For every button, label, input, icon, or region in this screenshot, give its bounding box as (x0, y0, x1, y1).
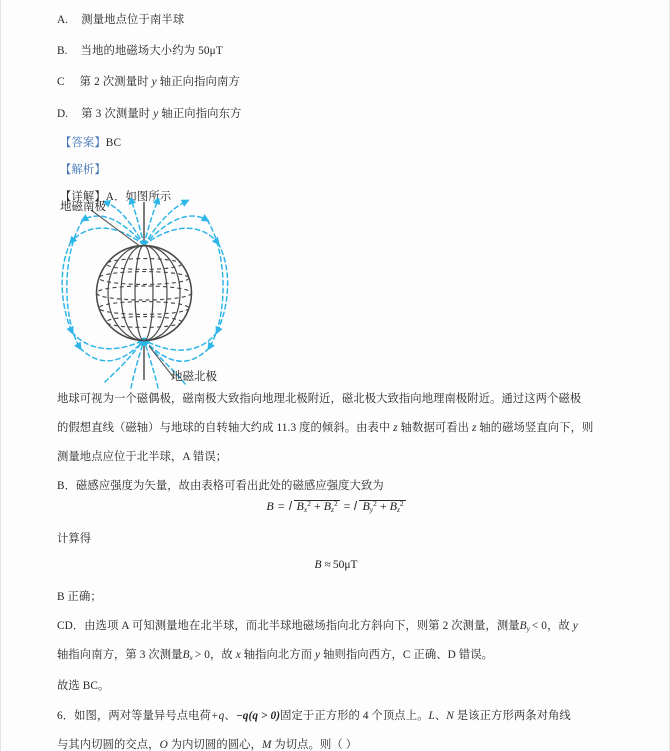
p6-sub-x: x (189, 653, 193, 662)
p1l2-var-z2: z (471, 422, 477, 434)
p1l2-var-z1: z (393, 422, 398, 434)
analysis-row (60, 163, 106, 177)
q6-l2a: 与其内切圆的交点， (57, 739, 160, 751)
option-d-letter: D. (57, 108, 69, 120)
q6-point-L: L (428, 710, 435, 722)
meridians (97, 246, 192, 341)
answer-label: 【答案】 (60, 137, 106, 149)
q6-point-M: M (261, 739, 272, 751)
formula-magnitude (1, 498, 670, 514)
p5-var-y: y (572, 620, 578, 632)
formula-lhs: B (266, 499, 274, 513)
term4-var: B (389, 499, 397, 513)
term1-var: B (296, 499, 304, 513)
formula-eq-2: = (343, 499, 351, 513)
formula-plus-2: + (379, 499, 387, 513)
q6-point-O: O (159, 739, 168, 751)
parallels (97, 259, 192, 328)
q6-point-N: N (446, 710, 454, 722)
option-c-letter: C (57, 76, 65, 88)
paragraph-4: B 正确； (57, 591, 102, 603)
question-6-line-2 (57, 736, 357, 751)
term3-sub: y (369, 505, 374, 515)
p6-d: 轴则指向西方，C 正确、D 错误。 (320, 649, 493, 661)
option-a-letter: A. (57, 14, 69, 26)
option-c (57, 75, 240, 89)
geomagnetic-south-pole-label: 地磁南极 (60, 201, 106, 213)
option-b-text: 当地的地磁场大小约为 50μT (80, 45, 223, 57)
option-b (57, 44, 223, 58)
p6-var-y2: y (315, 649, 321, 661)
detail-label: 【详解】 (60, 191, 106, 203)
analysis-label: 【解析】 (60, 164, 106, 176)
q6-number: 6． (57, 710, 75, 722)
p6-var-x: x (235, 649, 241, 661)
paragraph-3: 计算得 (57, 533, 92, 545)
p5-b: ，故 (547, 620, 573, 632)
q6-l1a: 如图，两对等量异号点电荷 (74, 710, 211, 722)
option-d-text-post: 轴正向指向东方 (158, 108, 242, 120)
p5-var-B: B (519, 620, 527, 632)
question-6-line-1 (57, 707, 571, 723)
formula-eq-1: = (277, 499, 285, 513)
option-d-variable: y (153, 108, 159, 120)
term2-var: B (323, 499, 332, 513)
geomagnetic-north-pole-label: 地磁北极 (171, 371, 217, 383)
paragraph-7: 故选 BC。 (57, 680, 110, 692)
q6-condition: (q > 0) (248, 710, 281, 722)
result-value: 50μT (332, 559, 358, 571)
paragraph-1-line-2 (57, 419, 593, 435)
formula-plus: + (313, 499, 321, 513)
p1l2-a: 的假想直线（磁轴）与地球的自转轴大约成 11.3 度的倾斜。由表中 (57, 422, 394, 434)
paragraph-5 (57, 617, 578, 633)
p5-rel: < 0 (531, 620, 548, 632)
option-a-text: 测量地点位于南半球 (81, 14, 185, 26)
answer-value: BC (105, 137, 122, 149)
p5-a: CD．由选项 A 可知测量地在北半球，而北半球地磁场指向北方斜向下，则第 2 次测量，测量 (57, 620, 520, 632)
p5-sub-y: y (526, 624, 530, 633)
term4-sub: z (396, 505, 400, 515)
option-d (57, 107, 242, 121)
term3-sup: 2 (373, 499, 377, 509)
p6-c: 轴指向北方而 (240, 649, 316, 661)
option-c-text-pre: 第 2 次测量时 (79, 76, 152, 88)
option-c-variable: y (151, 76, 157, 88)
q6-l1b: 固定于正方形的 4 个顶点上。 (280, 710, 429, 722)
p6-rel: > 0 (194, 649, 210, 661)
option-b-letter: B. (57, 45, 68, 57)
result-approx: ≈ (324, 559, 331, 571)
option-d-text-pre: 第 3 次测量时 (81, 108, 154, 120)
q6-comma: 、 (434, 710, 447, 722)
detail-lead: A．如图所示 (105, 191, 172, 203)
q6-minus-q: −q (235, 710, 249, 722)
term4-sup: 2 (399, 499, 404, 509)
term2-sup: 2 (333, 499, 338, 509)
answer-row (60, 136, 121, 150)
p6-b: ，故 (209, 649, 236, 661)
q6-l1c: 是该正方形两条对角线 (453, 710, 571, 722)
option-c-text-post: 轴正向指向南方 (156, 76, 240, 88)
q6-l2b: 为内切圆的圆心， (167, 739, 262, 751)
paragraph-2: B．磁感应强度为矢量，故由表格可看出此处的磁感应强度大致为 (57, 480, 384, 492)
paragraph-6 (57, 646, 493, 662)
paragraph-1-line-1: 地球可视为一个磁偶极，磁南极大致指向地理北极附近，磁北极大致指向地理南极附近。通过这两个磁极 (57, 393, 582, 405)
result-var: B (314, 559, 322, 571)
q6-plus-q: +q (210, 710, 225, 722)
term1-sub: x (303, 505, 308, 515)
p6-var-B: B (182, 649, 190, 661)
p1l2-c: 轴的磁场竖直向下，则 (476, 422, 594, 434)
earth-magnetic-field-diagram (61, 198, 351, 390)
paragraph-1-line-3: 测量地点应位于北半球，A 错误； (57, 451, 228, 463)
p6-a: 轴指向南方，第 3 次测量 (57, 649, 183, 661)
q6-sep: 、 (224, 710, 236, 722)
q6-l2c: 为切点。则（ ） (271, 739, 358, 751)
globe (97, 246, 192, 341)
p1l2-b: 轴数据可看出 (397, 422, 472, 434)
term3-var: B (362, 499, 370, 513)
formula-result (1, 559, 670, 571)
term2-sub: z (331, 505, 334, 515)
radical-1 (288, 498, 340, 514)
term1-sup: 2 (307, 499, 311, 509)
radical-2 (353, 498, 405, 514)
option-a (57, 13, 184, 27)
